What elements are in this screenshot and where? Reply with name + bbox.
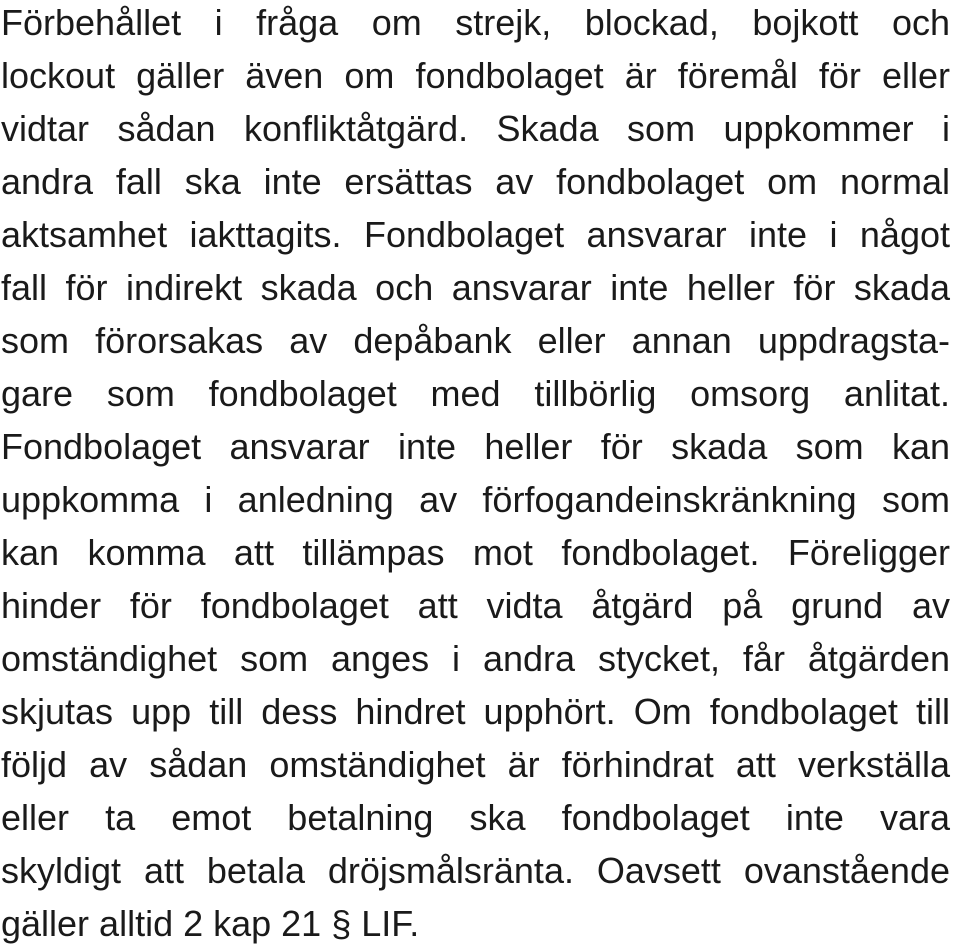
text-line: andra fall ska inte ersättas av fondbolaget om normal	[1, 161, 950, 202]
text-line: omständighet som anges i andra stycket, får åtgärden	[1, 638, 950, 679]
text-line: gäller alltid 2 kap 21 § LIF.	[1, 903, 420, 944]
text-line: som förorsakas av depåbank eller annan uppdragsta-	[1, 320, 950, 361]
text-line: följd av sådan omständighet är förhindrat att verkställa	[1, 744, 950, 785]
text-line: Fondbolaget ansvarar inte heller för skada som kan	[1, 426, 950, 467]
text-line: hinder för fondbolaget att vidta åtgärd på grund av	[1, 585, 950, 626]
text-line: vidtar sådan konfliktåtgärd. Skada som uppkommer i	[1, 108, 950, 149]
text-line: aktsamhet iakttagits. Fondbolaget ansvarar inte i något	[1, 214, 950, 255]
text-line: gare som fondbolaget med tillbörlig omsorg anlitat.	[1, 373, 950, 414]
text-line: Förbehållet i fråga om strejk, blockad, bojkott och	[1, 2, 950, 43]
text-line: kan komma att tillämpas mot fondbolaget. Föreligger	[1, 532, 950, 573]
text-line: uppkomma i anledning av förfogandeinskränkning som	[1, 479, 950, 520]
text-line: fall för indirekt skada och ansvarar inte heller för skada	[1, 267, 950, 308]
text-line: lockout gäller även om fondbolaget är föremål för eller	[1, 55, 950, 96]
text-line: skyldigt att betala dröjsmålsränta. Oavsett ovanstående	[1, 850, 950, 891]
text-line: skjutas upp till dess hindret upphört. Om fondbolaget till	[1, 691, 950, 732]
text-line: eller ta emot betalning ska fondbolaget inte vara	[1, 797, 950, 838]
